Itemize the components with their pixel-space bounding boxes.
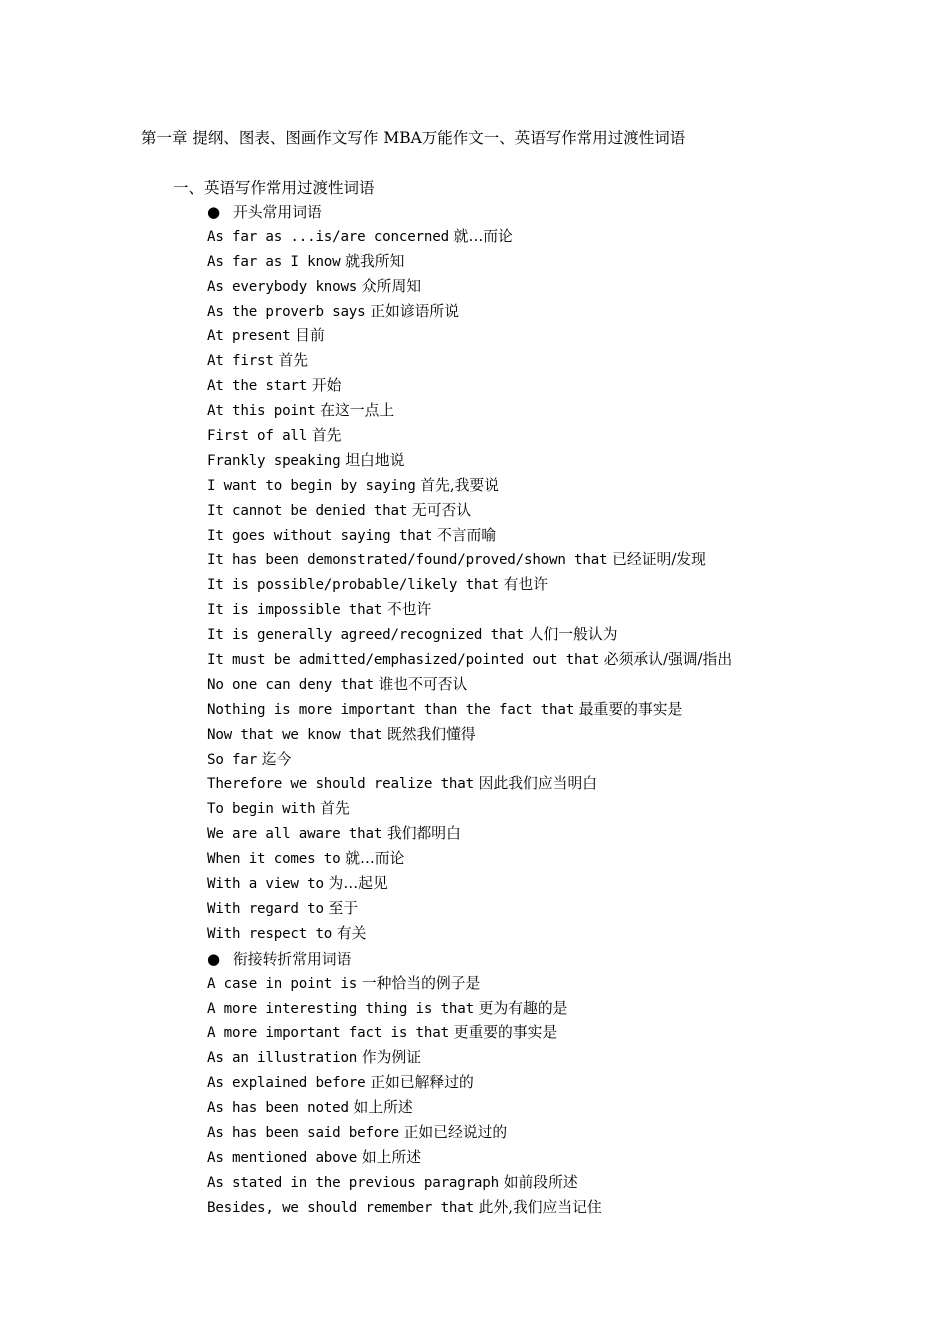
phrase-entry (207, 700, 732, 725)
english-phrase: It cannot be denied that (207, 502, 408, 519)
phrase-entry (207, 302, 732, 327)
phrase-entry (207, 451, 732, 476)
chinese-translation: 正如已经说过的 (403, 1123, 508, 1141)
phrase-entry (207, 277, 732, 302)
group-heading (207, 202, 732, 227)
english-phrase: I want to begin by saying (207, 477, 416, 494)
chinese-translation: 必须承认/强调/指出 (603, 651, 733, 669)
phrase-entry (207, 550, 732, 575)
phrase-entry (207, 1198, 732, 1223)
phrase-entry (207, 1098, 732, 1123)
english-phrase: Besides, we should remember that (207, 1199, 474, 1216)
phrase-list (207, 202, 732, 1223)
phrase-entry (207, 1048, 732, 1073)
phrase-entry (207, 774, 732, 799)
chinese-translation: 坦白地说 (345, 451, 405, 469)
group-heading-text: 开头常用词语 (233, 204, 322, 221)
phrase-entry (207, 849, 732, 874)
phrase-entry (207, 1148, 732, 1173)
phrase-entry (207, 1023, 732, 1048)
english-phrase: With regard to (207, 900, 324, 917)
chinese-translation: 为…起见 (328, 875, 388, 893)
phrase-entry (207, 750, 732, 775)
chinese-translation: 因此我们应当明白 (478, 775, 598, 793)
english-phrase: At first (207, 353, 274, 370)
phrase-entry (207, 974, 732, 999)
phrase-entry (207, 526, 732, 551)
chinese-translation: 众所周知 (361, 277, 422, 295)
english-phrase: With a view to (207, 876, 324, 893)
chinese-translation: 谁也不可否认 (378, 675, 468, 693)
chinese-translation: 至于 (328, 899, 359, 917)
english-phrase: It is generally agreed/recognized that (207, 627, 524, 644)
english-phrase: As far as I know (207, 253, 341, 270)
chinese-translation: 不言而喻 (436, 526, 497, 544)
english-phrase: At present (207, 328, 291, 345)
english-phrase: Therefore we should realize that (207, 776, 474, 793)
english-phrase: As has been noted (207, 1100, 349, 1117)
english-phrase: As an illustration (207, 1050, 358, 1067)
english-phrase: First of all (207, 428, 308, 445)
chinese-translation: 开始 (311, 377, 342, 395)
english-phrase: It must be admitted/emphasized/pointed out that (207, 652, 600, 669)
chinese-translation: 最重要的事实是 (578, 700, 683, 718)
phrase-entry (207, 824, 732, 849)
phrase-entry (207, 376, 732, 401)
chinese-translation: 迄今 (261, 750, 292, 768)
bullet-icon: ● (207, 203, 221, 221)
english-phrase: Frankly speaking (207, 452, 341, 469)
chinese-translation: 首先 (278, 352, 309, 370)
phrase-entry (207, 326, 732, 351)
english-phrase: With respect to (207, 925, 333, 942)
chinese-translation: 就我所知 (345, 252, 405, 270)
chinese-translation: 如上所述 (361, 1148, 422, 1166)
phrase-entry (207, 625, 732, 650)
english-phrase: As everybody knows (207, 278, 358, 295)
english-phrase: We are all aware that (207, 826, 383, 843)
chinese-translation: 正如已解释过的 (370, 1074, 474, 1092)
bullet-icon: ● (207, 949, 221, 968)
phrase-entry (207, 501, 732, 526)
english-phrase: A more important fact is that (207, 1025, 449, 1042)
chinese-translation: 就…而论 (453, 227, 513, 245)
chinese-translation: 更重要的事实是 (453, 1024, 558, 1042)
chinese-translation: 人们一般认为 (528, 626, 618, 644)
phrase-entry (207, 924, 732, 949)
phrase-entry (207, 227, 732, 252)
english-phrase: It has been demonstrated/found/proved/shown that (207, 552, 608, 569)
chinese-translation: 首先 (320, 800, 350, 818)
english-phrase: Now that we know that (207, 726, 383, 743)
phrase-entry (207, 1073, 732, 1098)
phrase-entry (207, 401, 732, 426)
english-phrase: No one can deny that (207, 676, 374, 693)
english-phrase: As stated in the previous paragraph (207, 1174, 499, 1191)
phrase-entry (207, 725, 732, 750)
group-heading (207, 949, 732, 974)
phrase-entry (207, 874, 732, 899)
phrase-entry (207, 351, 732, 376)
chinese-translation: 一种恰当的例子是 (361, 974, 481, 992)
english-phrase: To begin with (207, 801, 316, 818)
english-phrase: A case in point is (207, 975, 358, 992)
phrase-entry (207, 600, 732, 625)
phrase-entry (207, 675, 732, 700)
chinese-translation: 首先,我要说 (420, 476, 499, 494)
english-phrase: As the proverb says (207, 303, 366, 320)
english-phrase: At this point (207, 403, 316, 420)
chinese-translation: 有关 (336, 924, 367, 942)
english-phrase: As explained before (207, 1075, 366, 1092)
chinese-translation: 正如谚语所说 (370, 302, 460, 320)
english-phrase: So far (207, 751, 258, 768)
chinese-translation: 此外,我们应当记住 (478, 1198, 602, 1216)
chinese-translation: 如上所述 (353, 1099, 413, 1117)
chinese-translation: 更为有趣的是 (478, 999, 568, 1017)
chinese-translation: 无可否认 (411, 501, 472, 519)
phrase-entry (207, 999, 732, 1024)
phrase-entry (207, 252, 732, 277)
english-phrase: As has been said before (207, 1124, 399, 1141)
chinese-translation: 就…而论 (345, 850, 405, 868)
phrase-entry (207, 575, 732, 600)
phrase-entry (207, 1173, 732, 1198)
phrase-entry (207, 899, 732, 924)
chinese-translation: 目前 (295, 327, 325, 345)
english-phrase: Nothing is more important than the fact that (207, 701, 575, 718)
group-heading-text: 衔接转折常用词语 (233, 950, 352, 968)
phrase-entry (207, 476, 732, 501)
chinese-translation: 在这一点上 (320, 402, 395, 420)
chinese-translation: 已经证明/发现 (612, 551, 706, 569)
phrase-entry (207, 1123, 732, 1148)
phrase-entry (207, 426, 732, 451)
english-phrase: When it comes to (207, 851, 341, 868)
phrase-entry (207, 650, 732, 675)
english-phrase: As far as ...is/are concerned (207, 228, 449, 245)
phrase-entry (207, 799, 732, 824)
chinese-translation: 有也许 (503, 576, 549, 594)
chinese-translation: 我们都明白 (386, 825, 461, 843)
section-heading: 一、英语写作常用过渡性词语 (173, 179, 375, 197)
page-title: 第一章 提纲、图表、图画作文写作 MBA万能作文一、英语写作常用过渡性词语 (141, 129, 686, 147)
english-phrase: It is impossible that (207, 602, 383, 619)
english-phrase: A more interesting thing is that (207, 1000, 474, 1017)
chinese-translation: 作为例证 (361, 1049, 422, 1067)
chinese-translation: 首先 (311, 427, 342, 445)
english-phrase: It is possible/probable/likely that (207, 577, 499, 594)
english-phrase: At the start (207, 378, 308, 395)
english-phrase: As mentioned above (207, 1149, 358, 1166)
english-phrase: It goes without saying that (207, 527, 433, 544)
chinese-translation: 不也许 (386, 601, 432, 619)
chinese-translation: 如前段所述 (503, 1173, 578, 1191)
chinese-translation: 既然我们懂得 (386, 725, 476, 743)
